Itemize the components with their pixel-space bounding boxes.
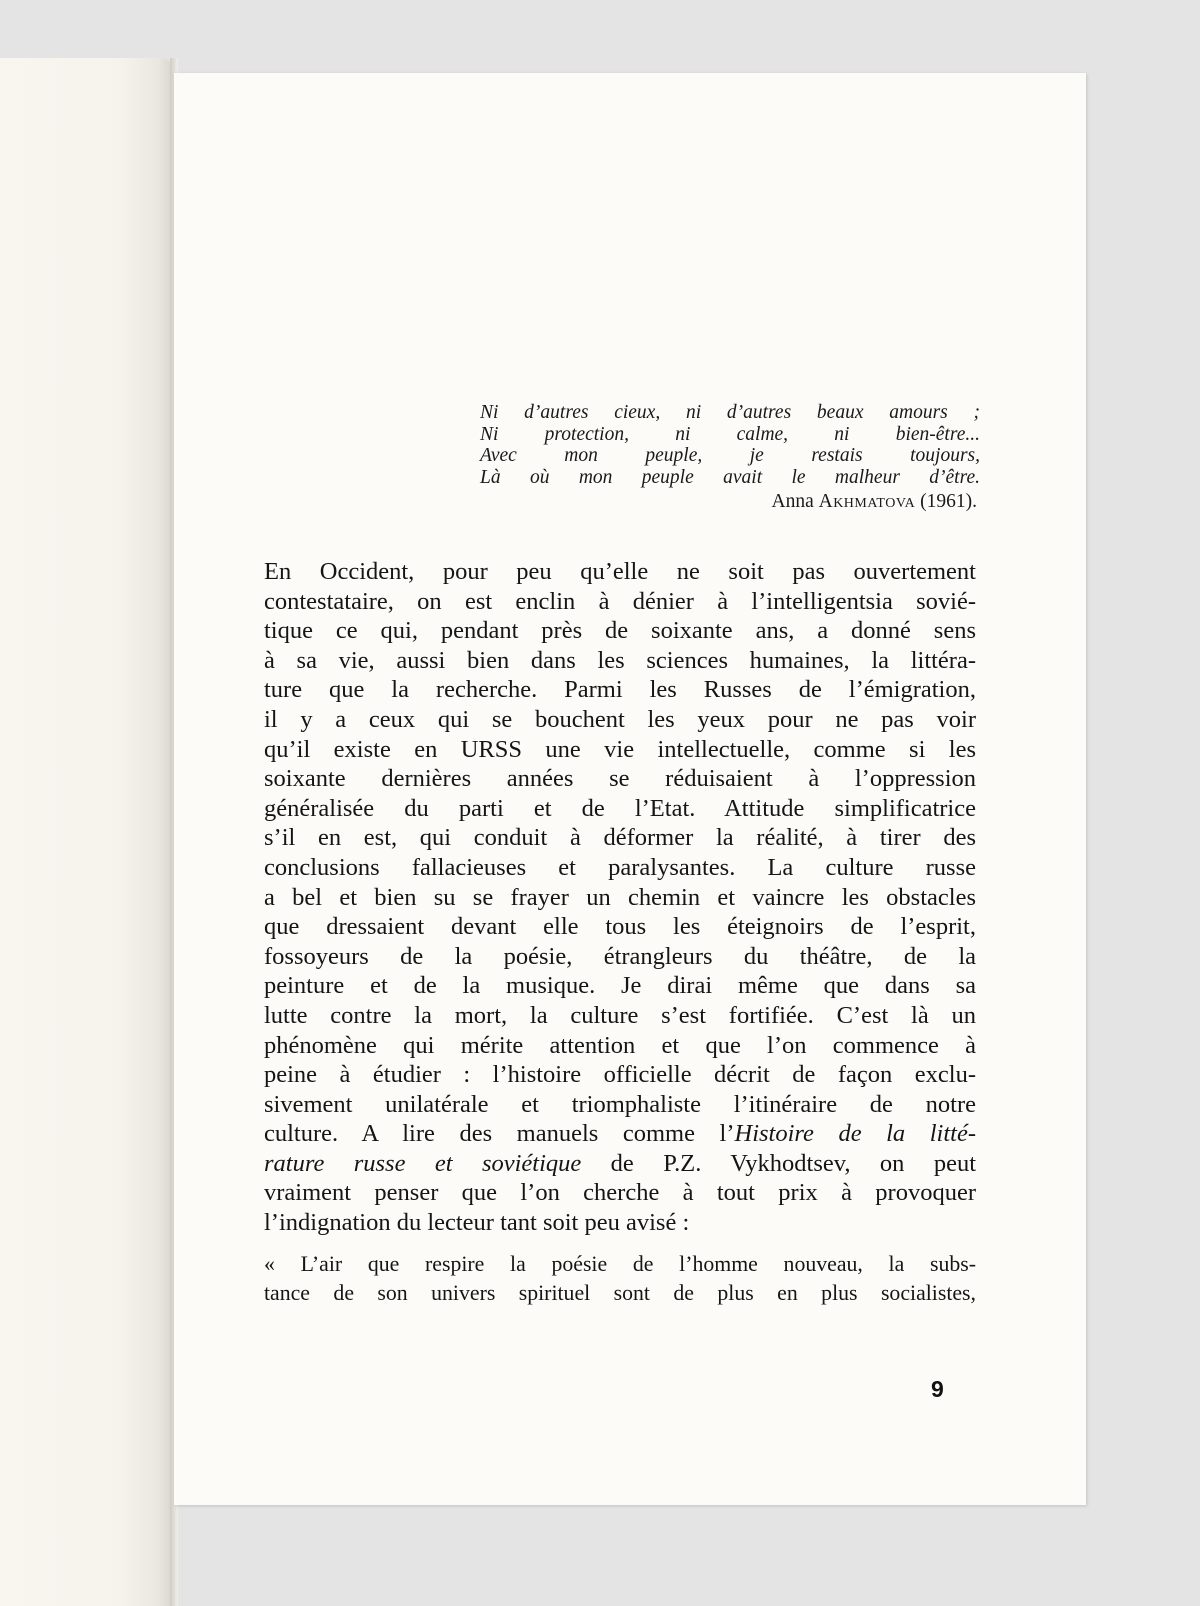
book-title-italic: Histoire de la litté-: [734, 1120, 977, 1148]
quote-line: tance de son univers spirituel sont de plus en plus socialistes,: [264, 1281, 976, 1305]
body-line: ture que la recherche. Parmi les Russes de l’émigration,: [264, 676, 976, 704]
body-line: que dressaient devant elle tous les éteignoirs de l’esprit,: [264, 913, 976, 941]
body-paragraph: [264, 557, 976, 1238]
quote-line: « L’air que respire la poésie de l’homme nouveau, la subs-: [264, 1252, 976, 1276]
show-through-text: [262, 160, 982, 183]
epigraph-attribution: [480, 490, 977, 514]
epigraph-year: (1961).: [920, 491, 977, 512]
body-line: à sa vie, aussi bien dans les sciences humaines, la littéra-: [264, 646, 976, 674]
body-line: conclusions fallacieuses et paralysantes. La culture russe: [264, 853, 976, 881]
body-text-run: de P.Z. Vykhodtsev, on peut: [581, 1149, 976, 1177]
epigraph-line: Ni d’autres cieux, ni d’autres beaux amours ;: [480, 402, 980, 423]
body-line: En Occident, pour peu qu’elle ne soit pas ouvertement: [264, 558, 976, 585]
author-first-name: Anna: [771, 491, 814, 512]
body-line: lutte contre la mort, la culture s’est fortifiée. C’est là un: [264, 1001, 976, 1029]
body-line: tique ce qui, pendant près de soixante ans, a donné sens: [264, 617, 976, 645]
body-line: il y a ceux qui se bouchent les yeux pour ne pas voir: [264, 705, 976, 733]
body-line: l’indignation du lecteur tant soit peu avisé :: [264, 1209, 690, 1237]
body-line: peine à étudier : l’histoire officielle décrit de façon exclu-: [264, 1061, 976, 1089]
epigraph: [480, 402, 980, 514]
epigraph-line: Avec mon peuple, je restais toujours,: [480, 445, 980, 466]
body-line: qu’il existe en URSS une vie intellectuelle, comme si les: [264, 735, 976, 763]
body-line: a bel et bien su se frayer un chemin et vaincre les obstacles: [264, 883, 976, 911]
body-line: s’il en est, qui conduit à déformer la réalité, à tirer des: [264, 824, 976, 852]
body-line: [264, 1119, 976, 1149]
body-line: vraiment penser que l’on cherche à tout prix à provoquer: [264, 1179, 976, 1207]
page-number: 9: [931, 1376, 944, 1402]
author-last-name: Akhmatova: [818, 491, 916, 512]
body-line: peinture et de la musique. Je dirai même que dans sa: [264, 972, 976, 1000]
body-line: phénomène qui mérite attention et que l’on commence à: [264, 1031, 976, 1059]
body-line: sivement unilatérale et triomphaliste l’itinéraire de notre: [264, 1090, 976, 1118]
body-line: soixante dernières années se réduisaient à l’oppression: [264, 765, 976, 793]
body-line: généralisée du parti et de l’Etat. Attitude simplificatrice: [264, 794, 976, 822]
epigraph-line: Ni protection, ni calme, ni bien-être...: [480, 423, 980, 445]
body-line: [264, 1149, 976, 1179]
body-line: fossoyeurs de la poésie, étrangleurs du théâtre, de la: [264, 942, 976, 970]
body-text-run: culture. A lire des manuels comme l’: [264, 1120, 735, 1148]
block-quote: [264, 1250, 976, 1308]
body-line: contestataire, on est enclin à dénier à l’intelligentsia sovié-: [264, 587, 976, 615]
book-title-italic: rature russe et soviétique: [264, 1149, 582, 1177]
left-page: [0, 58, 172, 1606]
epigraph-line: Là où mon peuple avait le malheur d’être.: [480, 466, 980, 488]
